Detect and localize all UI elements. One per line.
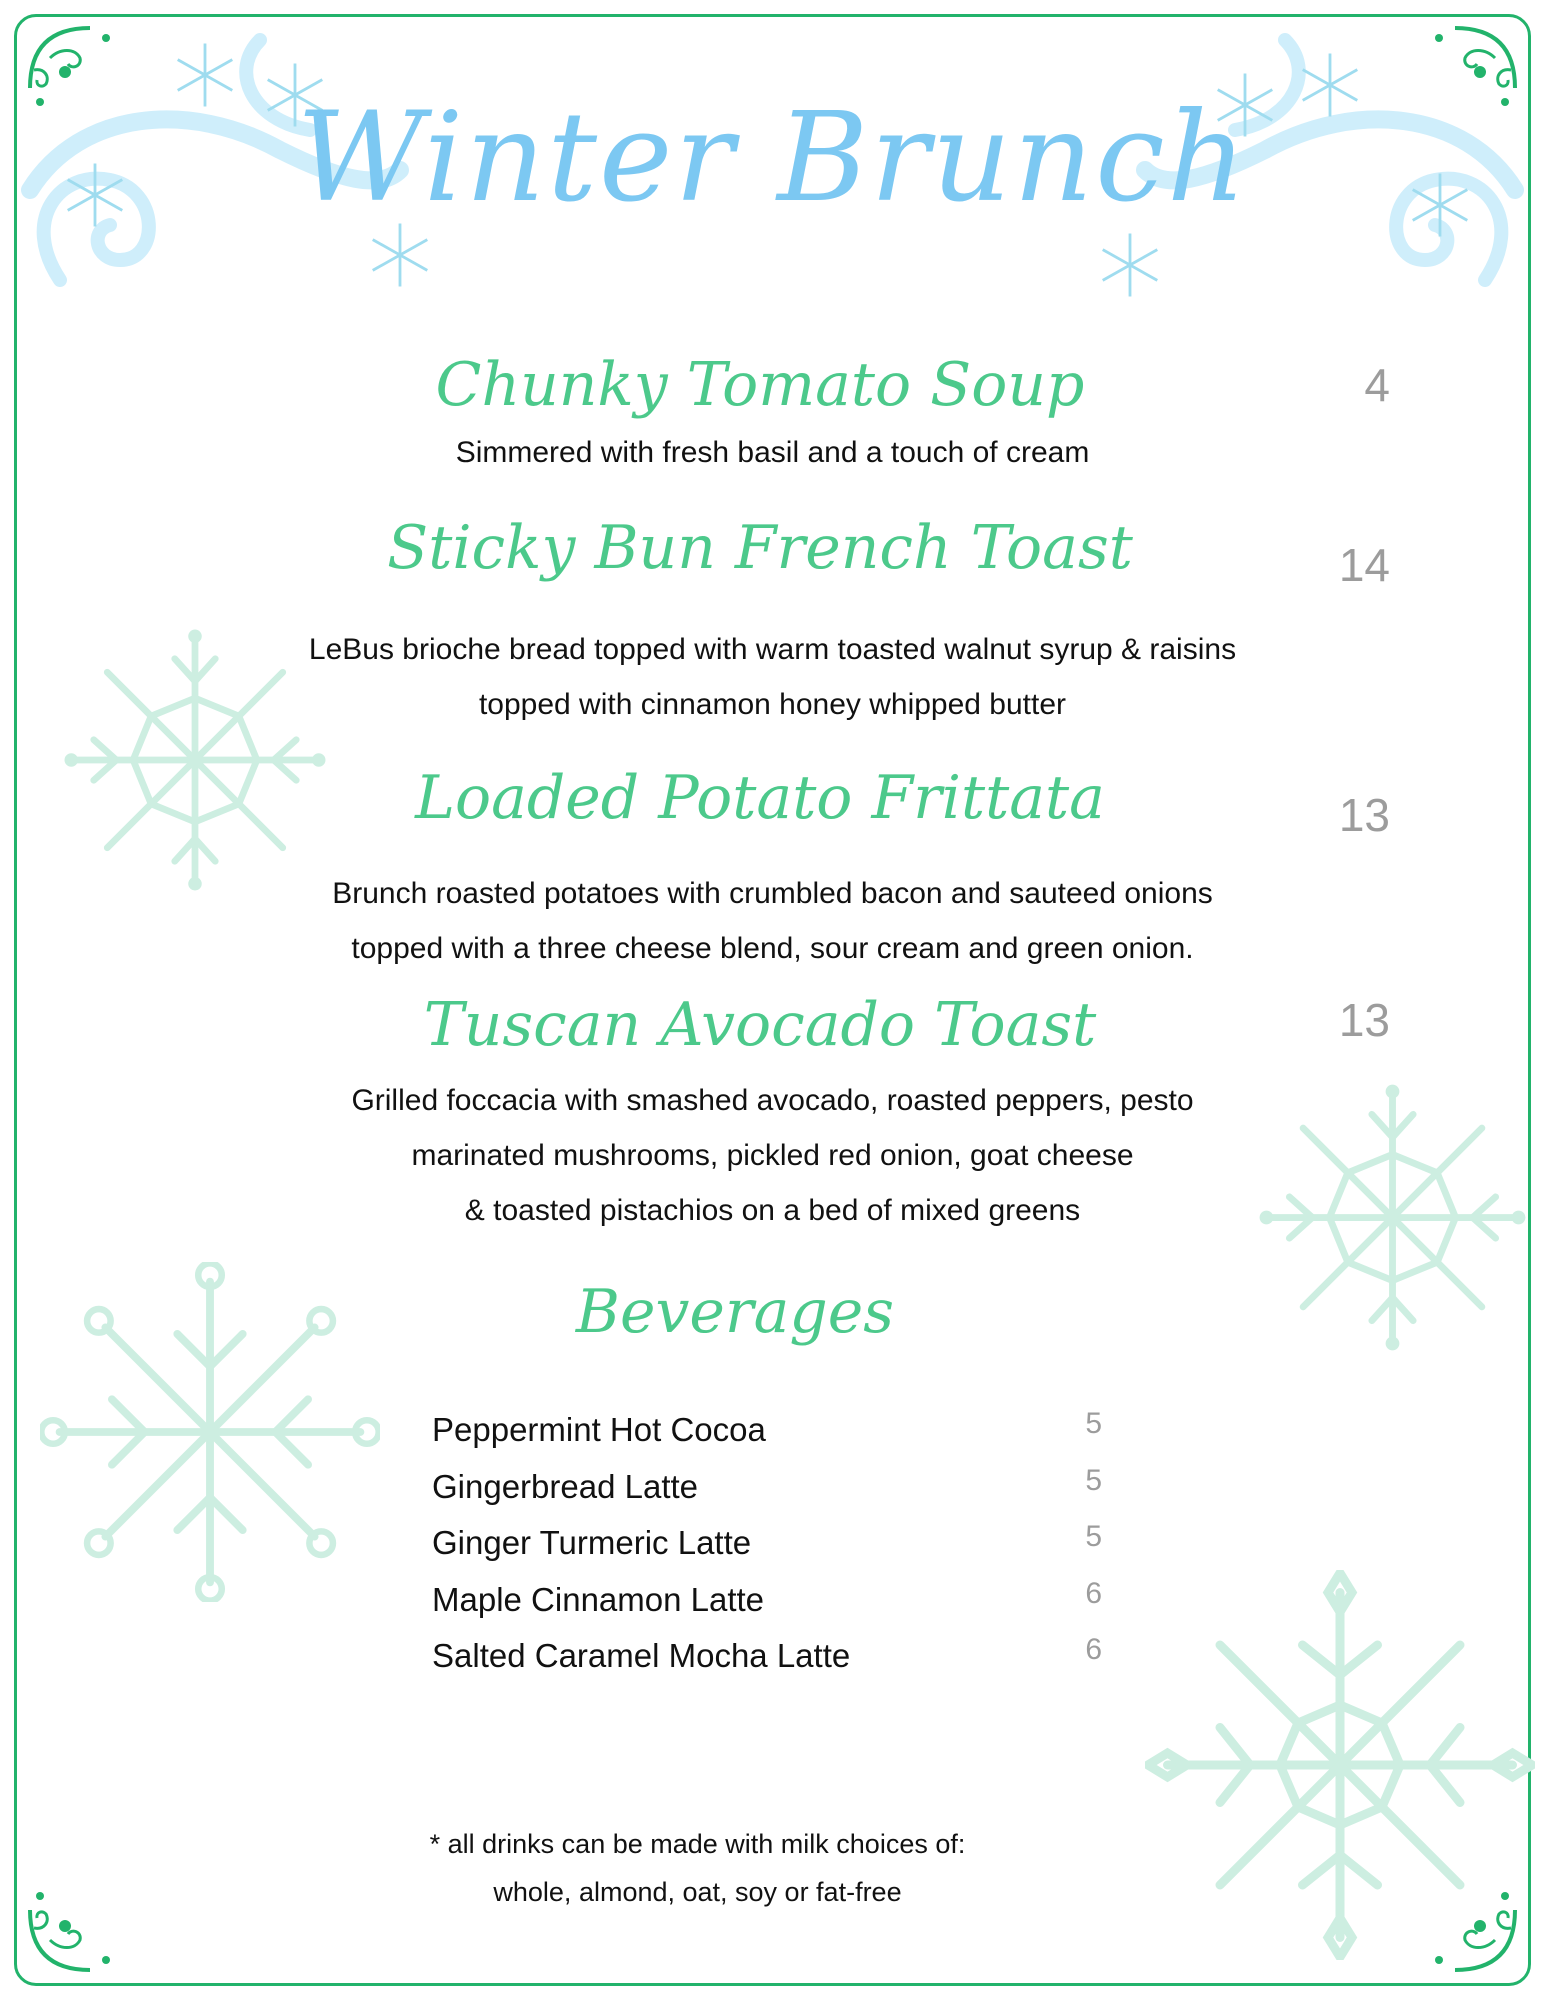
description-line: Grilled foccacia with smashed avocado, roasted peppers, pesto (351, 1084, 1194, 1117)
dish-price: 14 (1338, 539, 1390, 591)
beverage-price: 5 (1085, 1520, 1102, 1553)
beverage-price: 5 (1085, 1407, 1102, 1440)
description-line: Simmered with fresh basil and a touch of cream (455, 436, 1090, 469)
dish-name: Chunky Tomato Soup (435, 350, 1085, 420)
dish-price: 4 (1364, 359, 1390, 411)
beverage-item (432, 1515, 1102, 1572)
dish-name: Tuscan Avocado Toast (423, 990, 1097, 1060)
beverage-item (432, 1572, 1102, 1629)
description-line: Brunch roasted potatoes with crumbled bacon and sauteed onions (332, 877, 1213, 910)
menu-title: Winter Brunch (296, 86, 1249, 230)
beverage-list (432, 1402, 1102, 1685)
description-line: & toasted pistachios on a bed of mixed greens (464, 1194, 1081, 1227)
beverage-name: Ginger Turmeric Latte (432, 1524, 752, 1561)
dish-description (150, 622, 1395, 732)
description-line: marinated mushrooms, pickled red onion, goat cheese (411, 1139, 1134, 1172)
milk-choices-note (0, 1820, 1395, 1916)
beverage-item (432, 1459, 1102, 1516)
dish-description (150, 866, 1395, 976)
dish-name: Loaded Potato Frittata (415, 763, 1105, 833)
note-line: * all drinks can be made with milk choices of: (429, 1829, 966, 1859)
dish-price: 13 (1338, 789, 1390, 841)
dish-price: 13 (1338, 994, 1390, 1046)
beverage-price: 6 (1085, 1633, 1102, 1666)
description-line: topped with a three cheese blend, sour cream and green onion. (351, 932, 1194, 965)
beverage-price: 5 (1085, 1463, 1102, 1497)
beverages-heading: Beverages (575, 1277, 895, 1347)
beverage-item (432, 1402, 1102, 1459)
beverage-name: Maple Cinnamon Latte (432, 1580, 765, 1618)
description-line: LeBus brioche bread topped with warm toasted walnut syrup & raisins (308, 633, 1237, 666)
dish-name: Sticky Bun French Toast (387, 513, 1133, 583)
snowflake-icon (1095, 230, 1165, 300)
description-line: topped with cinnamon honey whipped butter (478, 688, 1067, 721)
beverage-item (432, 1628, 1102, 1685)
beverage-price: 6 (1085, 1576, 1102, 1610)
beverage-name: Salted Caramel Mocha Latte (432, 1637, 851, 1674)
note-line: whole, almond, oat, soy or fat-free (493, 1877, 902, 1907)
beverage-name: Gingerbread Latte (432, 1467, 699, 1505)
beverage-name: Peppermint Hot Cocoa (432, 1411, 766, 1448)
dish-description (150, 425, 1395, 480)
dish-description (150, 1073, 1395, 1238)
